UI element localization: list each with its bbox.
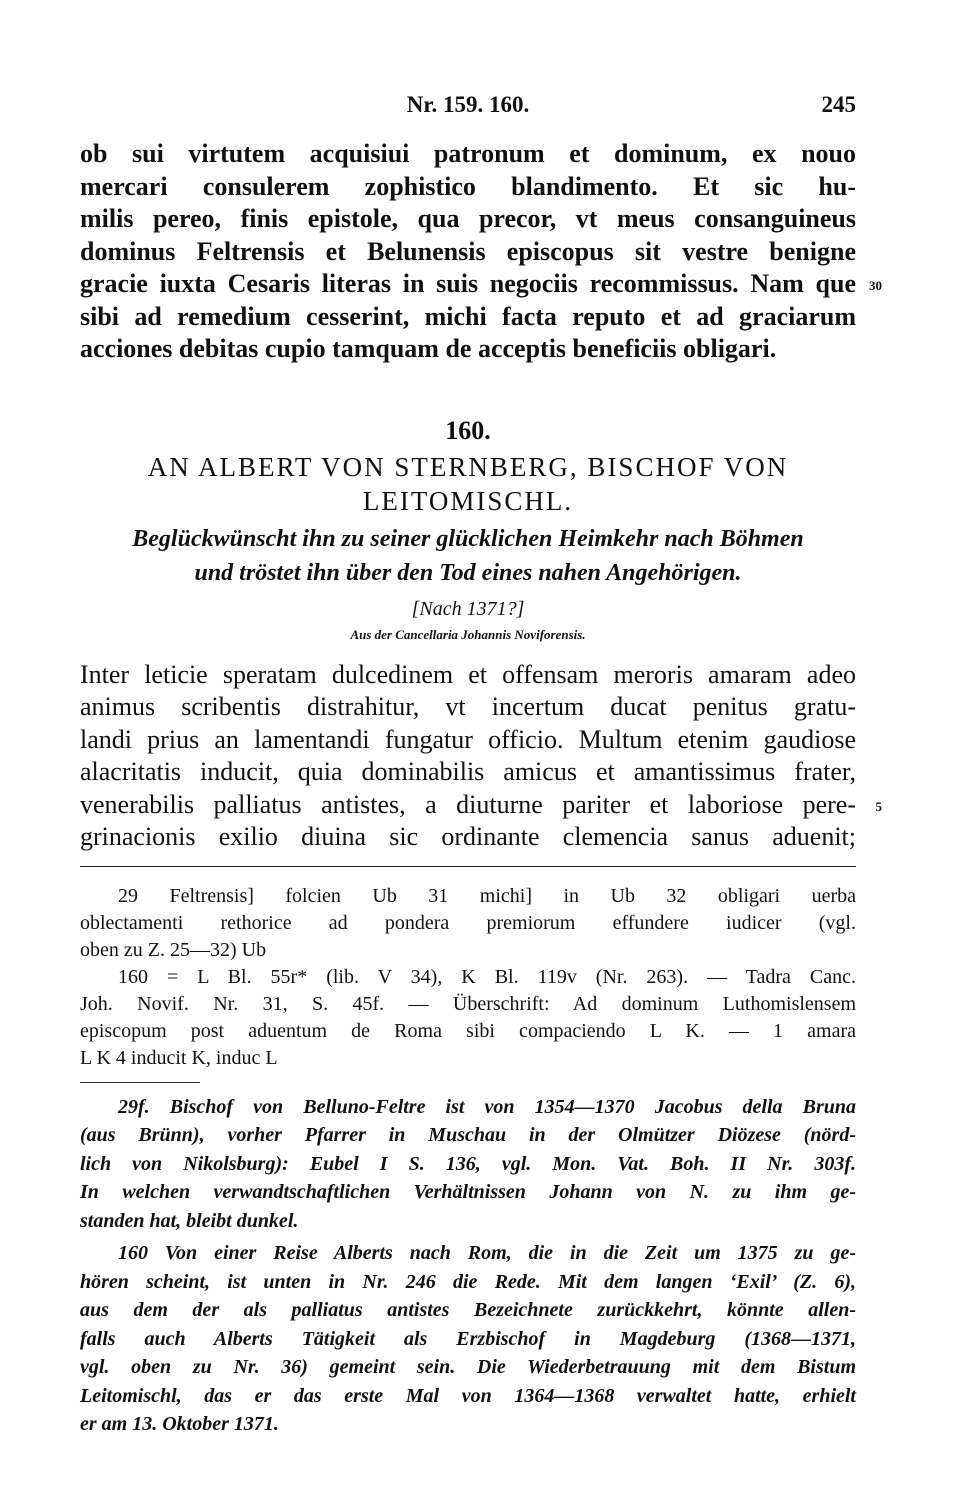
notes-divider	[80, 1082, 200, 1083]
page	[80, 92, 882, 1439]
regest-line: Beglückwünscht ihn zu seiner glücklichen Heimkehr nach Böhmen	[132, 525, 804, 552]
text-line: dominus Feltrensis et Belunensis episcopus sit vestre benigne	[80, 236, 856, 266]
apparatus-line: episcopum post aduentum de Roma sibi compaciendo L K. — 1 amara	[80, 1019, 856, 1042]
note-line: lich von Nikolsburg): Eubel I S. 136, vgl. Mon. Vat. Boh. II Nr. 303f.	[80, 1152, 856, 1175]
text-line: mercari consulerem zophistico blandimento. Et sic hu-	[80, 171, 856, 201]
note-line: In welchen verwandtschaftlichen Verhältnissen Johann von N. zu ihm ge-	[80, 1181, 856, 1203]
note-line: vgl. oben zu Nr. 36) gemeint sein. Die Wiederbetrauung mit dem Bistum	[80, 1356, 856, 1378]
apparatus-line: oben zu Z. 25—32) Ub	[80, 938, 267, 961]
apparatus-line: L K 4 inducit K, induc L	[80, 1046, 278, 1069]
title-line: LEITOMISCHL.	[362, 485, 574, 516]
text-line: grinacionis exilio diuina sic ordinante clemencia sanus aduenit;	[80, 822, 856, 851]
critical-apparatus	[80, 883, 856, 1072]
text-line-30	[80, 268, 882, 301]
text-line: landi prius an lamentandi fungatur officio. Multum etenim gaudiose	[80, 724, 856, 754]
note-line: aus dem der als palliatus antistes Bezeichnete zurückkehrt, könnte allen-	[80, 1299, 856, 1321]
running-header	[80, 92, 856, 126]
text-line: milis pereo, finis epistole, qua precor, vt meus consanguineus	[80, 204, 856, 233]
page-number: 245	[821, 92, 856, 117]
note-line: (aus Brünn), vorher Pfarrer in Muschau in der Olmützer Diözese (nörd-	[80, 1124, 856, 1146]
note-line: hören scheint, ist unten in Nr. 246 die Rede. Mit dem langen ‘Exil’ (Z. 6),	[80, 1270, 856, 1293]
line-number-marker: 5	[875, 798, 882, 814]
apparatus-line: Joh. Novif. Nr. 31, S. 45f. — Überschrift: Ad dominum Luthomislensem	[80, 992, 856, 1015]
previous-letter-ending	[80, 138, 882, 366]
source-line: Aus der Cancellaria Johannis Noviforensis.	[350, 626, 586, 642]
date-line: [Nach 1371?]	[411, 597, 525, 620]
apparatus-line: 29 Feltrensis] folcien Ub 31 michi] in Ub 32 obligari uerba	[118, 884, 856, 907]
note-line: 160 Von einer Reise Alberts nach Rom, die in die Zeit um 1375 zu ge-	[118, 1242, 856, 1264]
note-line: er am 13. Oktober 1371.	[80, 1413, 279, 1435]
title-line: AN ALBERT VON STERNBERG, BISCHOF VON	[147, 451, 789, 482]
note-line: Leitomischl, das er das erste Mal von 1364—1368 verwaltet hatte, erhielt	[80, 1384, 856, 1407]
text-line: alacritatis inducit, quia dominabilis amicus et amantissimus frater,	[80, 757, 856, 786]
text-line: ob sui virtutem acquisiui patronum et dominum, ex nouo	[80, 139, 856, 168]
text-line: animus scribentis distrahitur, vt incertum ducat penitus gratu-	[80, 692, 856, 721]
note-line: falls auch Alberts Tätigkeit als Erzbischof in Magdeburg (1368—1371,	[80, 1327, 856, 1350]
document-number: 160.	[445, 415, 491, 445]
text-line: acciones debitas cupio tamquam de acceptis beneficiis obligari.	[80, 334, 777, 363]
note-line: standen hat, bleibt dunkel.	[80, 1209, 299, 1232]
text-line: Inter leticie speratam dulcedinem et offensam meroris amaram adeo	[80, 659, 856, 689]
text-line-content: venerabilis palliatus antistes, a diuturne pariter et laboriose pere-	[80, 789, 856, 819]
apparatus-line: oblectamenti rethorice ad pondera premiorum effundere iudicer (vgl.	[80, 911, 856, 934]
text-line: sibi ad remedium cesserint, michi facta reputo et ad graciarum	[80, 301, 856, 331]
note-line: 29f. Bischof von Belluno-Feltre ist von 1354—1370 Jacobus della Bruna	[118, 1095, 856, 1118]
footnote-divider	[80, 866, 856, 867]
apparatus-line: 160 = L Bl. 55r* (lib. V 34), K Bl. 119v (Nr. 263). — Tadra Canc.	[118, 965, 856, 988]
document-title	[80, 450, 856, 518]
historical-notes	[80, 1093, 856, 1439]
regest-line: und tröstet ihn über den Tod eines nahen Angehörigen.	[194, 559, 742, 586]
text-line-5	[80, 789, 882, 822]
letter-text	[80, 659, 882, 854]
regest	[80, 522, 856, 590]
text-line-content: gracie iuxta Cesaris literas in suis negociis recommissus. Nam que	[80, 269, 856, 298]
header-section-numbers: Nr. 159. 160.	[406, 92, 530, 117]
line-number-marker: 30	[869, 278, 882, 293]
